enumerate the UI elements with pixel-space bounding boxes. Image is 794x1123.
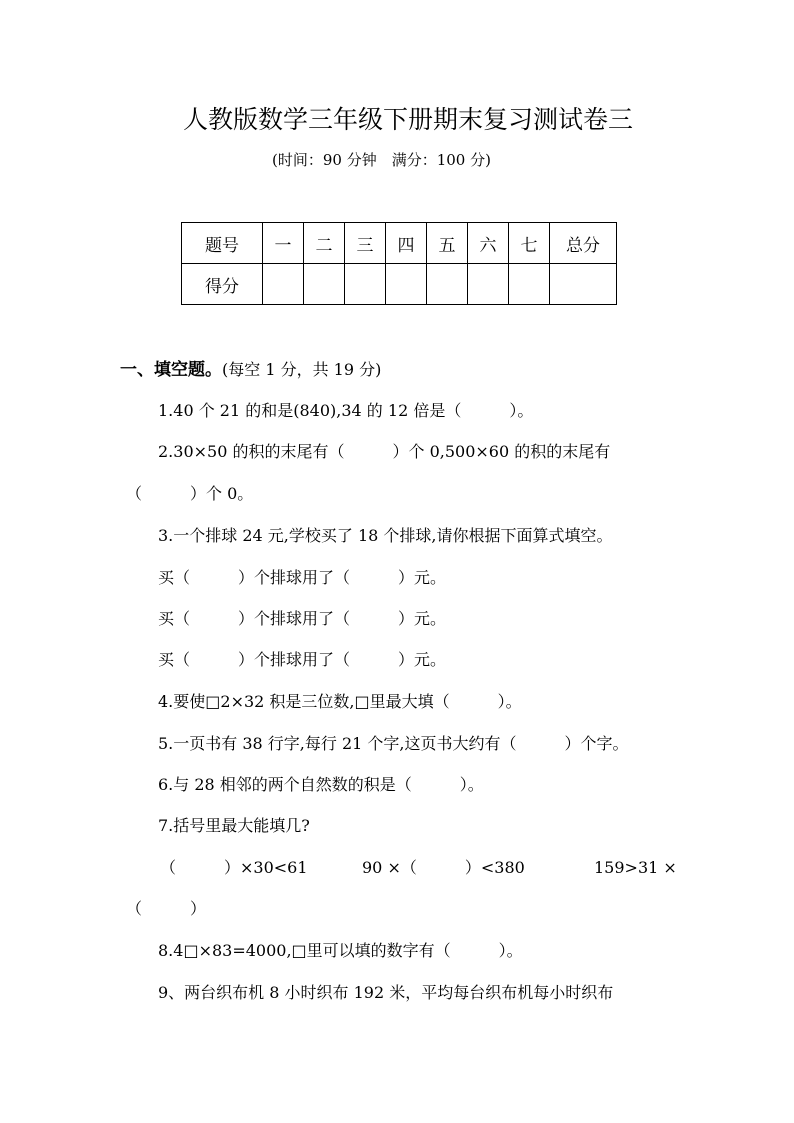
section-title: 一、填空题。	[120, 360, 222, 380]
question-4: 4.要使□2×32 积是三位数,□里最大填（ ）。	[158, 692, 522, 711]
score-table-score-row	[182, 264, 617, 305]
question-7-part-c: 159>31 ×	[594, 858, 677, 877]
question-1: 1.40 个 21 的和是(840),34 的 12 倍是（ ）。	[158, 401, 534, 420]
score-header-cell: 四	[386, 223, 427, 264]
score-cell[interactable]	[386, 264, 427, 305]
score-cell[interactable]	[509, 264, 550, 305]
score-table	[181, 222, 617, 305]
question-7: 7.括号里最大能填几?	[158, 816, 310, 835]
score-header-cell: 五	[427, 223, 468, 264]
section-heading	[120, 360, 381, 380]
score-header-cell: 七	[509, 223, 550, 264]
question-8: 8.4□×83=4000,□里可以填的数字有（ ）。	[158, 941, 523, 960]
question-3-blank-a: 买（ ）个排球用了（ ）元。	[158, 568, 447, 587]
score-header-cell: 一	[263, 223, 304, 264]
question-6: 6.与 28 相邻的两个自然数的积是（ ）。	[158, 775, 484, 794]
question-9: 9、两台织布机 8 小时织布 192 米，平均每台织布机每小时织布	[158, 983, 614, 1002]
score-cell[interactable]	[345, 264, 386, 305]
question-5: 5.一页书有 38 行字,每行 21 个字,这页书大约有（ ）个字。	[158, 734, 629, 753]
score-table-header-row	[182, 223, 617, 264]
score-cell[interactable]	[304, 264, 345, 305]
question-3: 3.一个排球 24 元,学校买了 18 个排球,请你根据下面算式填空。	[158, 526, 613, 545]
score-row-label: 得分	[182, 264, 263, 305]
question-7-part-a: （ ）×30<61	[160, 858, 308, 877]
score-cell[interactable]	[468, 264, 509, 305]
question-2-continued: （ ）个 0。	[126, 484, 254, 503]
question-7-part-c-continued: （ ）	[126, 899, 207, 918]
section-note: (每空 1 分，共 19 分)	[222, 360, 382, 379]
score-cell[interactable]	[263, 264, 304, 305]
score-header-cell: 题号	[182, 223, 263, 264]
question-7-part-b: 90 ×（ ）<380	[362, 858, 525, 877]
score-header-cell: 总分	[550, 223, 617, 264]
score-header-cell: 三	[345, 223, 386, 264]
question-3-blank-b: 买（ ）个排球用了（ ）元。	[158, 609, 447, 628]
question-3-blank-c: 买（ ）个排球用了（ ）元。	[158, 650, 447, 669]
score-header-cell: 六	[468, 223, 509, 264]
score-cell[interactable]	[427, 264, 468, 305]
score-header-cell: 二	[304, 223, 345, 264]
score-cell[interactable]	[550, 264, 617, 305]
page-title: 人教版数学三年级下册期末复习测试卷三	[183, 105, 634, 134]
question-2: 2.30×50 的积的末尾有（ ）个 0,500×60 的积的末尾有	[158, 442, 611, 461]
exam-info: (时间：90 分钟 满分：100 分)	[272, 151, 491, 169]
